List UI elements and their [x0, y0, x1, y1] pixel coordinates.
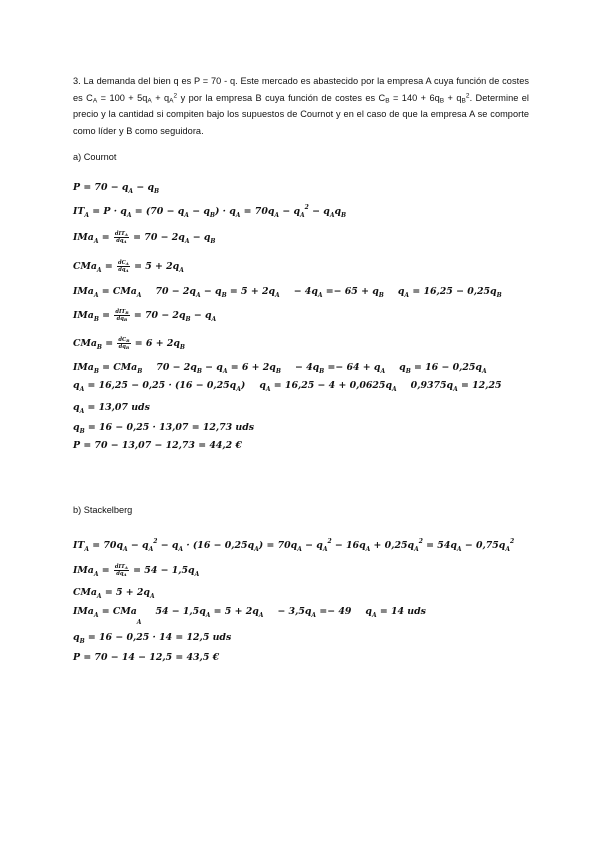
equation-income-a: $IT_A = P \cdot q_A = (70 - q_A - q_B) \cdot q_A = 70q_A - q_A^2 - q_Aq_B$	[73, 204, 347, 219]
subscript: A	[169, 97, 174, 105]
equation-marginal-income-b: IMa$_B$ = $\frac{dIT_B}{dq_B}$ = $70 - 2q_B - q_A$	[73, 309, 217, 323]
equation-price-stackelberg: P = 70 − 14 − 12,5 = 43,5 €	[73, 652, 220, 663]
equation-marginal-cost-stackelberg: $CMa_A = 5 + 2q_A$	[73, 587, 155, 600]
statement-text: + q	[444, 92, 462, 103]
statement-text: = 140 + 6q	[389, 92, 440, 103]
subscript: A	[92, 97, 98, 105]
subscript: B	[439, 97, 445, 105]
equation-equilibrium-stackelberg: $IMa_A = CMa_A54 - 1,5q_A = 5 + 2q_A - 3,5q_A =- 49$ $q_A = 14$ uds	[73, 606, 426, 626]
equation-qa-result: $q_A = 13,07$ uds	[73, 402, 150, 415]
equation-marginal-cost-a: CMa$_A$ = $\frac{dC_A}{dq_A}$ = $5 + 2q_A$	[73, 260, 184, 274]
equation-marginal-income-a: IMa$_A$ = $\frac{dIT_A}{dq_A}$ = $70 - 2q_A - q_B$	[73, 231, 216, 245]
problem-statement	[73, 73, 529, 139]
subscript: B	[385, 97, 390, 105]
statement-text: 3. La demanda del bien q es P = 70 - q. Este mercado es abastecido por la empresa A cuya función de costes es C	[73, 76, 529, 103]
equation-substitution: $q_A = 16,25 - 0,25 \cdot (16 - 0,25q_A) q_A = 16,25 - 4 + 0,0625q_A$ $0,9375q_A = 12,25$	[73, 380, 502, 393]
subscript: A	[147, 97, 152, 105]
superscript: 2	[465, 92, 470, 100]
equation-income-stackelberg: $IT_A = 70q_A - q_A^2 - q_A \cdot (16 - 0,25q_A) = 70q_A - q_A^2 - 16q_A + 0,25q_A^2 = 54q_A - 0,75q_A^2$	[73, 538, 515, 553]
section-heading-stackelberg: b) Stackelberg	[73, 505, 133, 515]
statement-text: + q	[151, 92, 170, 103]
equation-price-cournot: P = 70 − 13,07 − 12,73 = 44,2 €	[73, 440, 242, 451]
equation-marginal-income-stackelberg: IMa$_A$ = $\frac{dIT_A}{dq_A}$ = $54 - 1,5q_A$	[73, 564, 200, 578]
equation-demand: $P = 70 - q_A - q_B$	[73, 182, 160, 195]
subscript: B	[461, 97, 466, 105]
equation-reaction-b: IMa$_B$ = CMa$_B$ $70 - 2q_B - q_A = 6 + 2q_B - 4q_B =- 64 + q_A$ $q_B = 16 - 0,25q_A$	[73, 362, 487, 375]
statement-text: = 100 + 5q	[97, 92, 148, 103]
equation-marginal-cost-b: CMa$_B$ = $\frac{dC_B}{dq_B}$ = $6 + 2q_B$	[73, 337, 185, 351]
equation-reaction-a: IMa$_A$ = CMa$_A$ $70 - 2q_A - q_B = 5 + 2q_A - 4q_A =- 65 + q_B$ $q_A = 16,25 - 0,25q_B$	[73, 286, 502, 299]
statement-text: . Determine el precio y la cantidad si compiten bajo los supuestos de Cournot y en el caso de que la empresa A se comporte como líder y B como seguidora.	[73, 92, 530, 136]
equation-qb-result: $q_B = 16 - 0,25 \cdot 13,07 = 12,73$ uds	[73, 422, 255, 435]
equation-qb-stackelberg: $q_B = 16 - 0,25 \cdot 14 = 12,5$ uds	[73, 632, 232, 645]
statement-text: y por la empresa B cuya función de costes es C	[177, 92, 386, 103]
superscript: 2	[173, 92, 178, 100]
section-heading-cournot: a) Cournot	[73, 152, 117, 162]
